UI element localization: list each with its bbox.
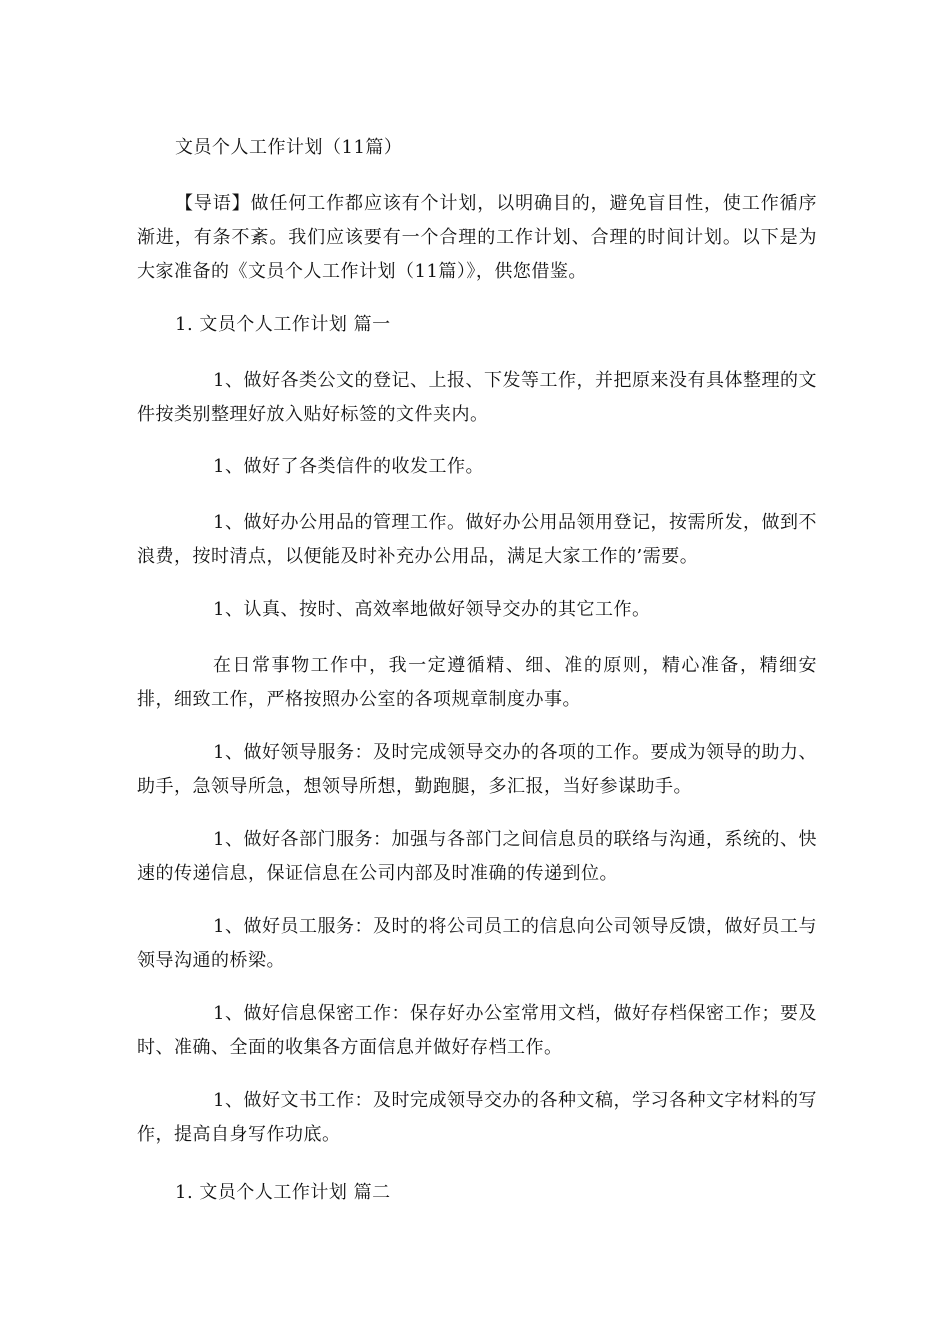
document-title: 文员个人工作计划（11篇） xyxy=(175,137,403,158)
paragraph-3: 1、做好办公用品的管理工作。做好办公用品领用登记，按需所发，做到不浪费，按时清点，以便能及时补充办公用品，满足大家工作的’需要。 xyxy=(137,512,817,567)
paragraph-8: 1、做好员工服务：及时的将公司员工的信息向公司领导反馈，做好员工与领导沟通的桥梁。 xyxy=(137,916,817,971)
paragraph-9: 1、做好信息保密工作：保存好办公室常用文档，做好存档保密工作；要及时、准确、全面的收集各方面信息并做好存档工作。 xyxy=(137,1003,817,1058)
paragraph-7: 1、做好各部门服务：加强与各部门之间信息员的联络与沟通，系统的、快速的传递信息，保证信息在公司内部及时准确的传递到位。 xyxy=(137,829,817,884)
section-heading-2: 1. 文员个人工作计划 篇二 xyxy=(175,1182,391,1203)
intro-paragraph: 【导语】做任何工作都应该有个计划，以明确目的，避免盲目性，使工作循序渐进，有条不紊。我们应该要有一个合理的工作计划、合理的时间计划。以下是为大家准备的《文员个人工作计划（11篇）》，供您借鉴。 xyxy=(137,193,817,282)
paragraph-1: 1、做好各类公文的登记、上报、下发等工作，并把原来没有具体整理的文件按类别整理好放入贴好标签的文件夹内。 xyxy=(137,370,817,425)
paragraph-10: 1、做好文书工作：及时完成领导交办的各种文稿，学习各种文字材料的写作，提高自身写作功底。 xyxy=(137,1090,817,1145)
paragraph-6: 1、做好领导服务：及时完成领导交办的各项的工作。要成为领导的助力、助手，急领导所急，想领导所想，勤跑腿，多汇报，当好参谋助手。 xyxy=(137,742,817,797)
paragraph-4: 1、认真、按时、高效率地做好领导交办的其它工作。 xyxy=(213,599,651,620)
paragraph-5: 在日常事物工作中，我一定遵循精、细、准的原则，精心准备，精细安排，细致工作，严格按照办公室的各项规章制度办事。 xyxy=(137,655,817,710)
paragraph-2: 1、做好了各类信件的收发工作。 xyxy=(213,456,484,477)
section-heading-1: 1. 文员个人工作计划 篇一 xyxy=(175,314,391,335)
